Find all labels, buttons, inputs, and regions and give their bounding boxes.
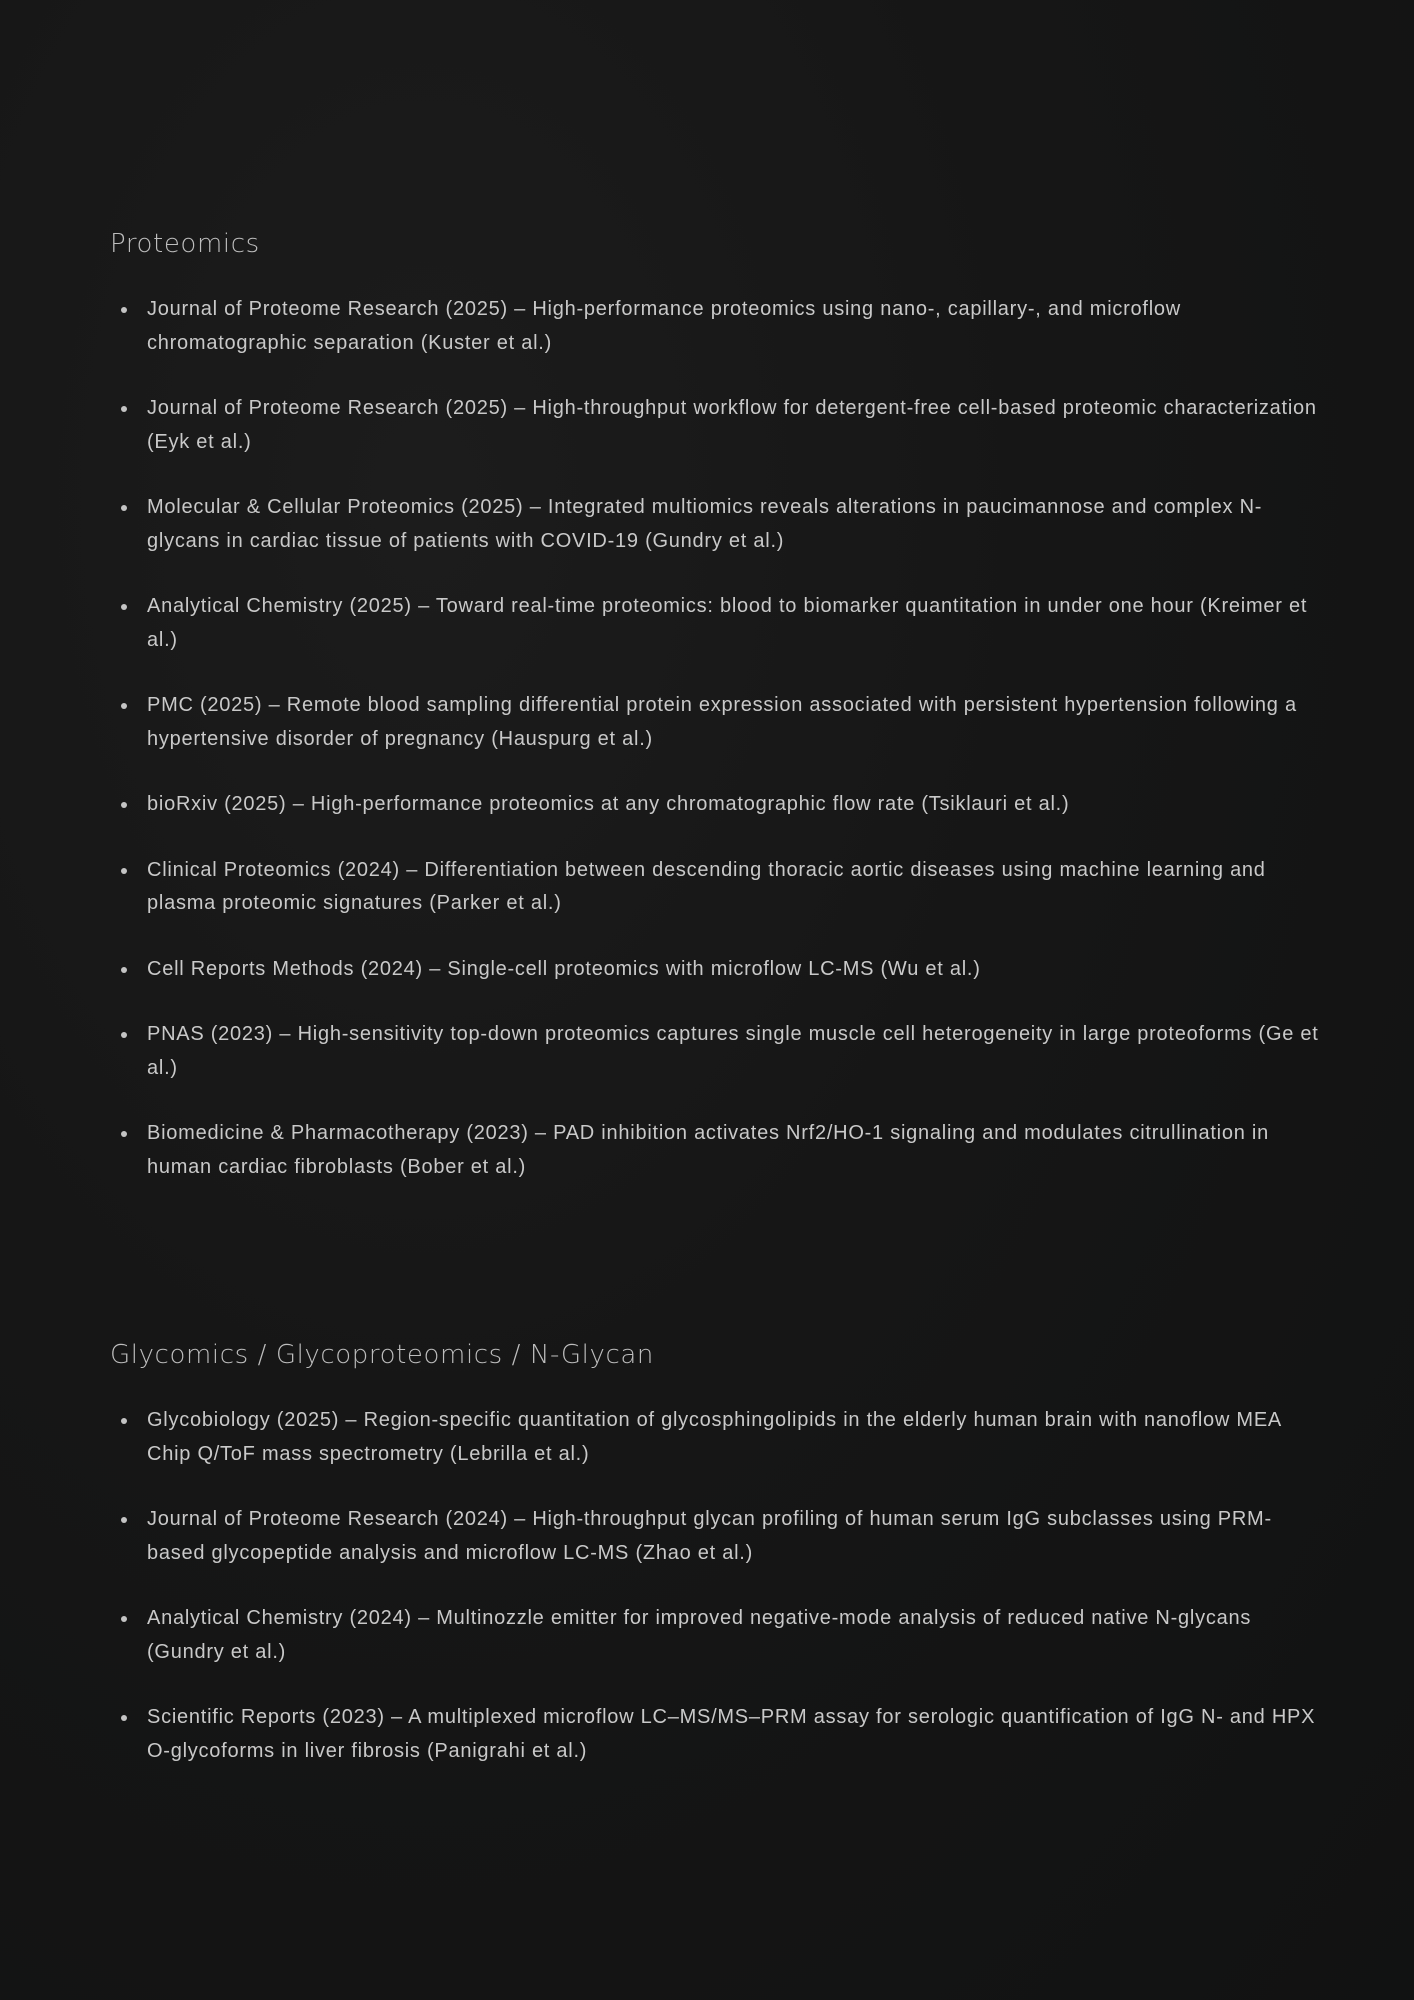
list-item: Journal of Proteome Research (2025) – High-throughput workflow for detergent-free cell-based proteomic characterization (Eyk et al.): [110, 392, 1320, 459]
list-item: Analytical Chemistry (2025) – Toward real-time proteomics: blood to biomarker quantitation in under one hour (Kreimer et al.): [110, 590, 1320, 657]
section-title-glycomics: Glycomics / Glycoproteomics / N-Glycan: [110, 1340, 654, 1370]
list-item: PMC (2025) – Remote blood sampling differential protein expression associated with persistent hypertension following a hypertensive disorder of pregnancy (Hauspurg et al.): [110, 689, 1320, 756]
proteomics-list: [110, 293, 1334, 1184]
list-item: Biomedicine & Pharmacotherapy (2023) – PAD inhibition activates Nrf2/HO-1 signaling and modulates citrullination in human cardiac fibroblasts (Bober et al.): [110, 1117, 1320, 1184]
list-item: Clinical Proteomics (2024) – Differentiation between descending thoracic aortic diseases using machine learning and plasma proteomic signatures (Parker et al.): [110, 854, 1320, 921]
section-title-proteomics: Proteomics: [110, 229, 260, 259]
list-item: bioRxiv (2025) – High-performance proteomics at any chromatographic flow rate (Tsiklauri et al.): [110, 788, 1320, 822]
list-item: Scientific Reports (2023) – A multiplexed microflow LC–MS/MS–PRM assay for serologic quantification of IgG N- and HPX O-glycoforms in liver fibrosis (Panigrahi et al.): [110, 1701, 1320, 1768]
list-item: Molecular & Cellular Proteomics (2025) – Integrated multiomics reveals alterations in paucimannose and complex N-glycans in cardiac tissue of patients with COVID-19 (Gundry et al.): [110, 491, 1320, 558]
list-item: Journal of Proteome Research (2024) – High-throughput glycan profiling of human serum IgG subclasses using PRM-based glycopeptide analysis and microflow LC-MS (Zhao et al.): [110, 1503, 1320, 1570]
glycomics-list: [110, 1404, 1334, 1768]
proteomics-section: [110, 226, 1334, 1216]
list-item: Glycobiology (2025) – Region-specific quantitation of glycosphingolipids in the elderly human brain with nanoflow MEA Chip Q/ToF mass spectrometry (Lebrilla et al.): [110, 1404, 1320, 1471]
list-item: Analytical Chemistry (2024) – Multinozzle emitter for improved negative-mode analysis of reduced native N-glycans (Gundry et al.): [110, 1602, 1320, 1669]
list-item: Journal of Proteome Research (2025) – High-performance proteomics using nano-, capillary-, and microflow chromatographic separation (Kuster et al.): [110, 293, 1320, 360]
list-item: PNAS (2023) – High-sensitivity top-down proteomics captures single muscle cell heterogeneity in large proteoforms (Ge et al.): [110, 1018, 1320, 1085]
glycomics-section: [110, 1337, 1334, 1800]
list-item: Cell Reports Methods (2024) – Single-cell proteomics with microflow LC-MS (Wu et al.): [110, 953, 1320, 987]
